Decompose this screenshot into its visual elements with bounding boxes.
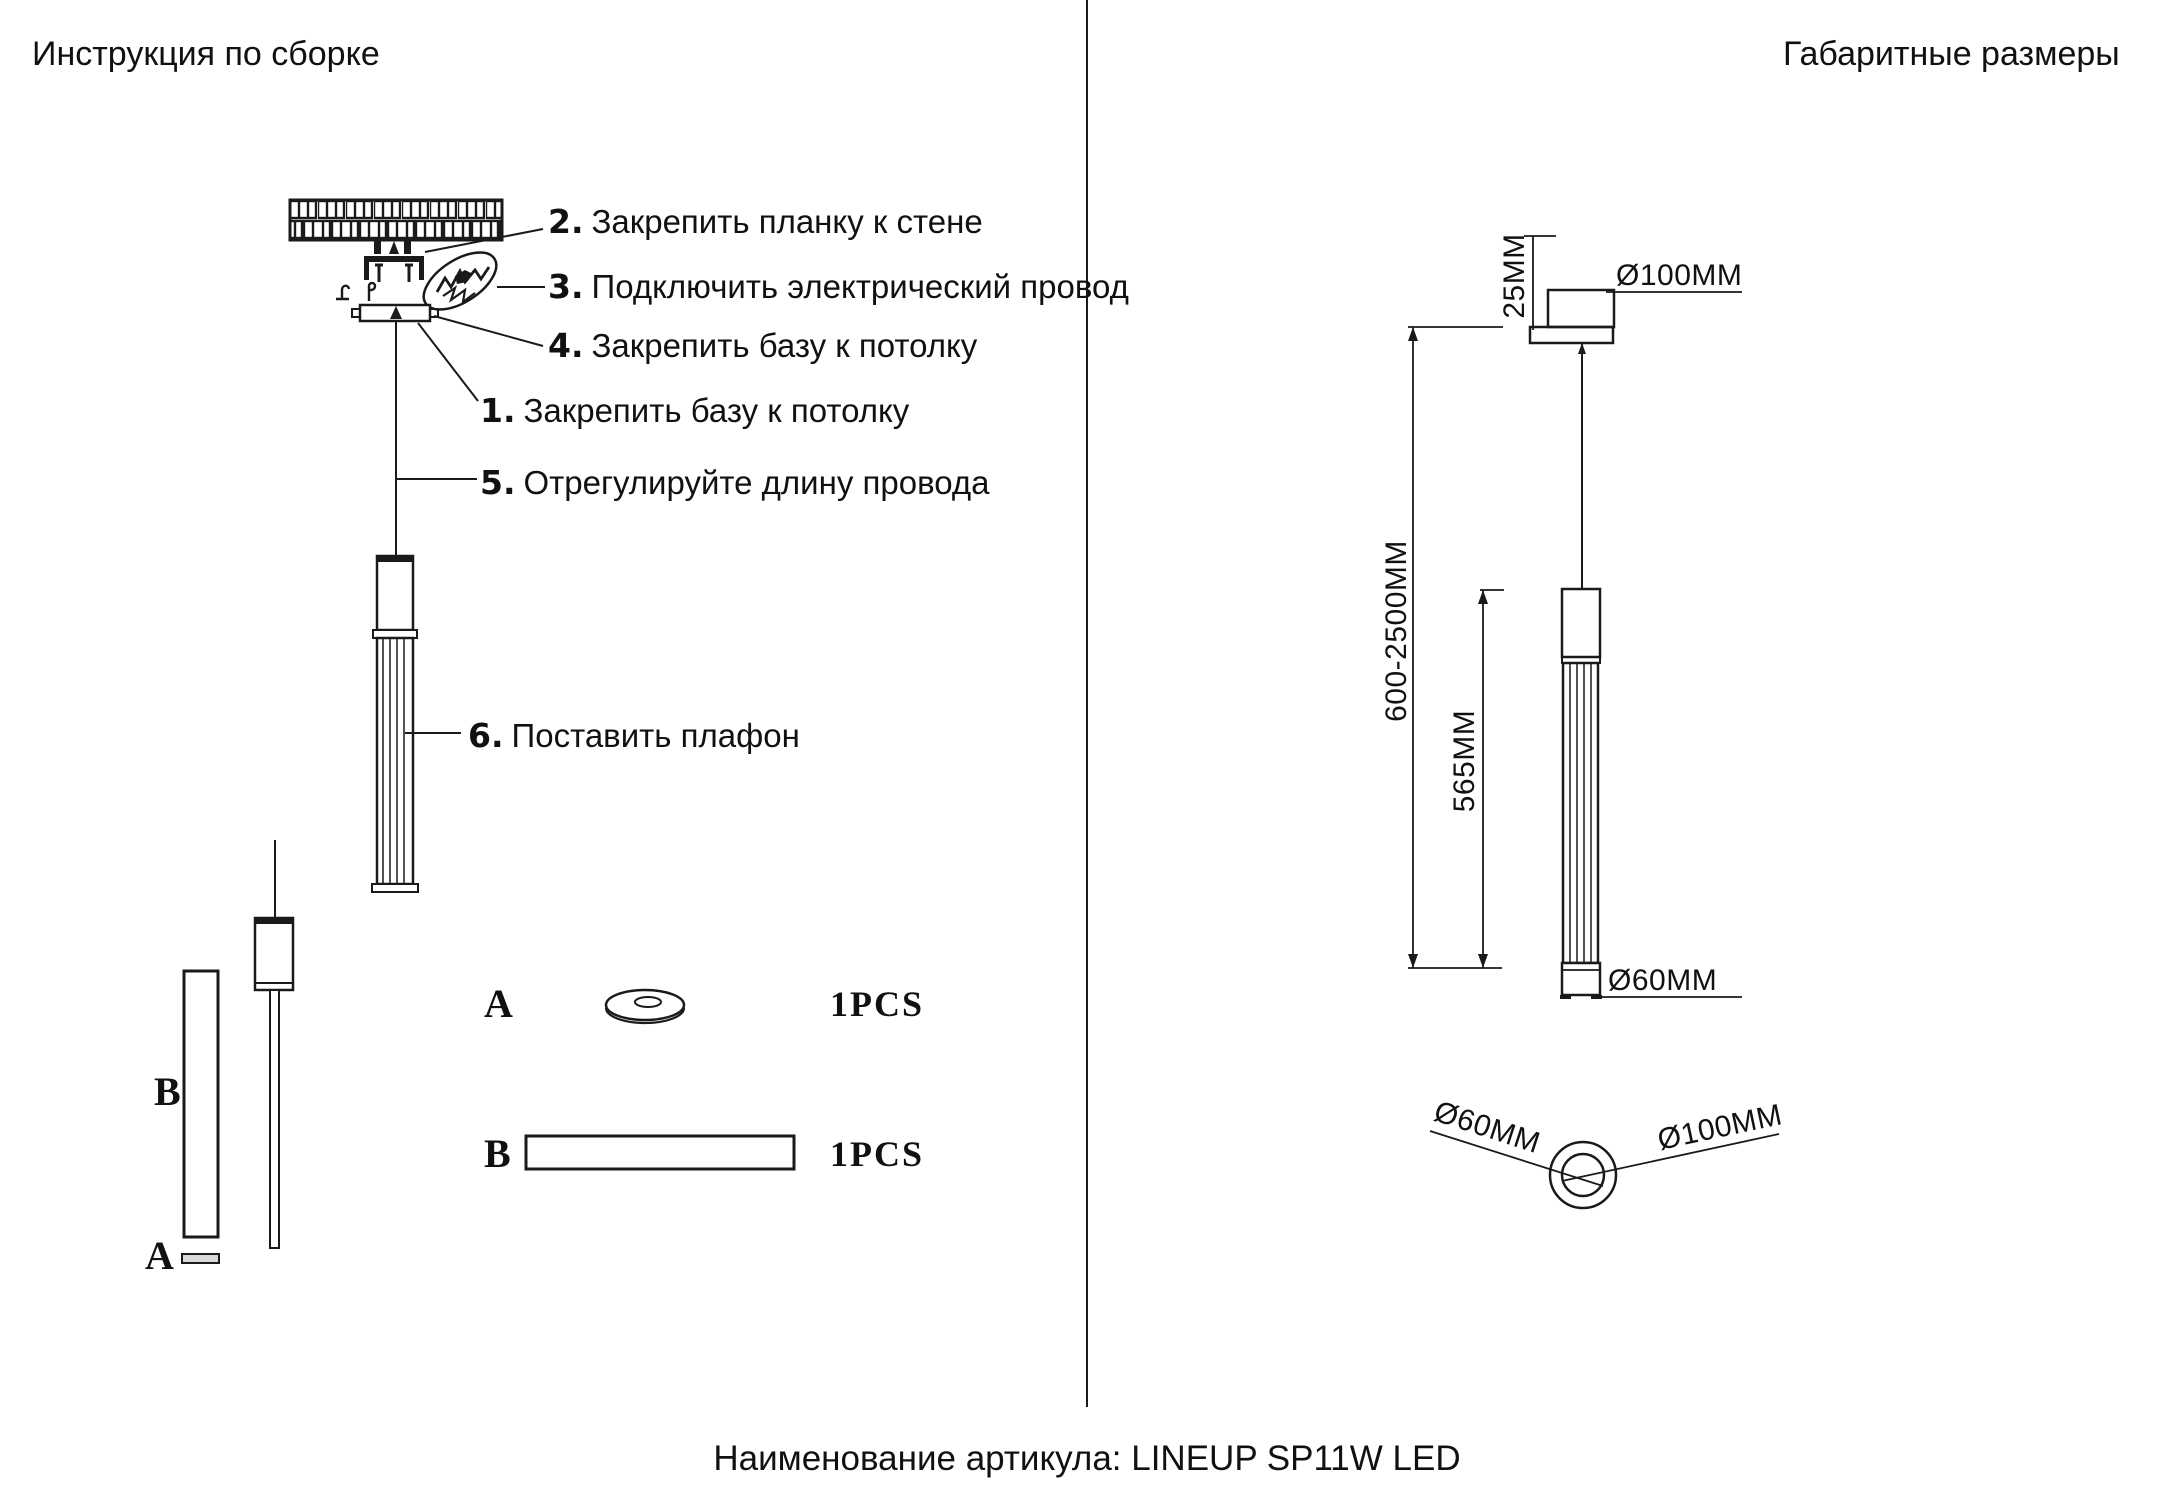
step-5-number: 5. <box>480 463 516 502</box>
dim-cord-lines <box>1408 327 1503 968</box>
right-panel-title: Габаритные размеры <box>1783 35 2120 73</box>
parts-row-b-qty: 1PCS <box>830 1134 925 1174</box>
dim-bottom-inner-label: Ø60MM <box>1430 1094 1545 1161</box>
step-2-label: Закрепить планку к стене <box>591 203 983 240</box>
step-3 <box>548 265 1129 309</box>
dim-canopy-diameter-label: Ø100MM <box>1616 259 1743 292</box>
left-panel-title: Инструкция по сборке <box>32 35 380 73</box>
part-b-tube <box>184 971 218 1237</box>
step-4-label: Закрепить базу к потолку <box>591 327 978 364</box>
step-6-label: Поставить плафон <box>511 717 800 754</box>
part-a-ring <box>606 990 684 1023</box>
part-a-bar <box>182 1254 219 1263</box>
step-1-label: Закрепить базу к потолку <box>523 392 910 429</box>
step-3-number: 3. <box>548 267 584 306</box>
parts-row-b-letter: B <box>484 1131 511 1176</box>
dim-canopy-height-label: 25MM <box>1498 233 1531 319</box>
step-2-number: 2. <box>548 202 584 241</box>
parts-row-a-letter: A <box>484 981 513 1026</box>
part-a-marker: A <box>145 1233 174 1278</box>
shade-side-view <box>1560 589 1602 999</box>
step-6-number: 6. <box>468 716 504 755</box>
step-1-number: 1. <box>480 391 516 430</box>
step-5 <box>480 461 989 505</box>
mounting-strap <box>364 256 424 282</box>
step-4-number: 4. <box>548 326 584 365</box>
dim-bottom-outer-label: Ø100MM <box>1654 1098 1786 1157</box>
step-2 <box>548 200 983 244</box>
step-5-label: Отрегулируйте длину провода <box>523 464 990 501</box>
article-caption: Наименование артикула: LINEUP SP11W LED <box>713 1439 1461 1478</box>
step-1 <box>480 389 909 433</box>
step-3-label: Подключить электрический провод <box>591 268 1129 305</box>
canopy <box>1530 290 1614 343</box>
wall-hatch <box>290 200 502 240</box>
part-b-rect <box>526 1136 794 1169</box>
dim-shade-diameter-label: Ø60MM <box>1608 964 1718 997</box>
parts-row-a-qty: 1PCS <box>830 984 925 1024</box>
lamp-shade <box>372 556 418 892</box>
wall-anchors <box>374 240 411 254</box>
screw-hooks <box>336 283 375 301</box>
dim-cord-length-label: 600-2500MM <box>1380 540 1413 722</box>
step-4 <box>548 324 977 368</box>
dim-shade-length-label: 565MM <box>1448 709 1481 813</box>
ceiling-base <box>352 305 438 321</box>
exploded-lamp <box>255 840 293 1248</box>
part-b-marker: B <box>154 1069 181 1114</box>
cord <box>1578 343 1586 589</box>
step-6 <box>468 714 800 758</box>
